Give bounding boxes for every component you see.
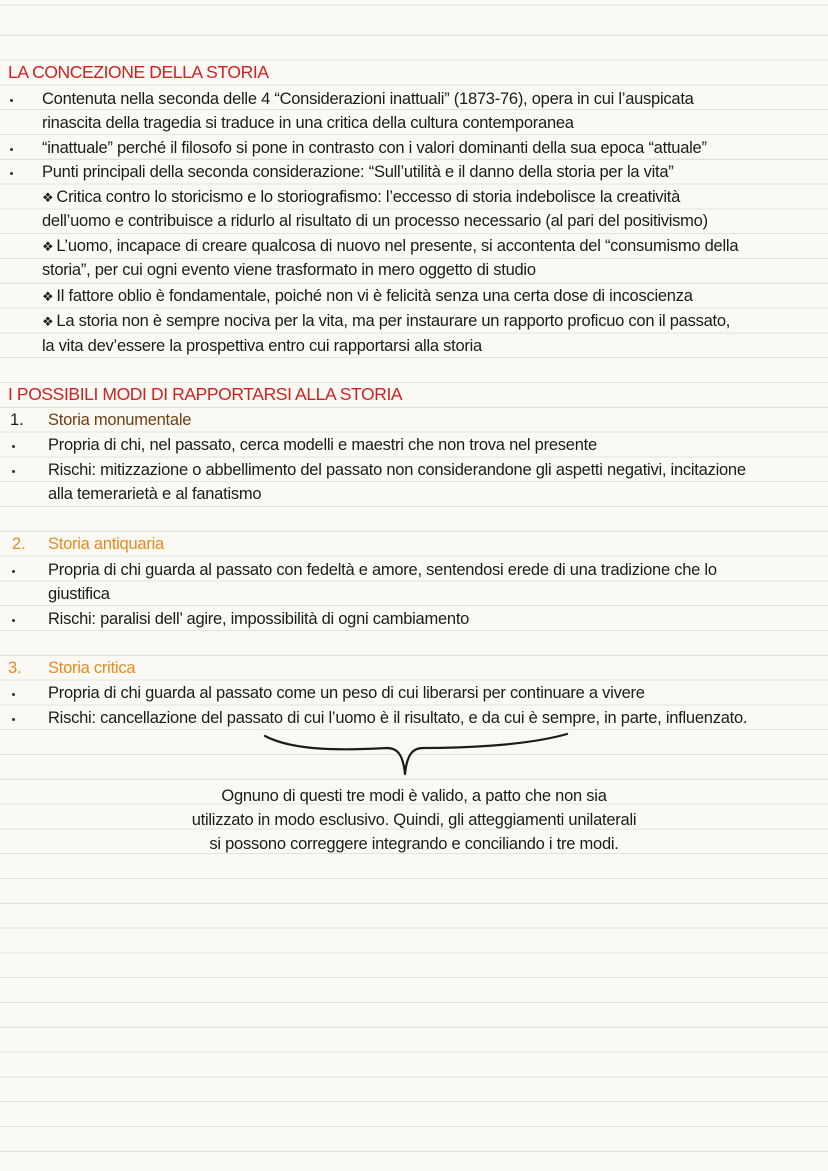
- item-title-monumentale: Storia monumentale: [48, 411, 192, 429]
- text-line: dell’uomo e contribuisce a ridurlo al risultato di un processo necessario (al pari del positivismo): [42, 212, 708, 230]
- bullet-marker: [12, 619, 15, 622]
- text-line: Punti principali della seconda considerazione: “Sull’utilità e il danno della storia per la vita”: [42, 163, 674, 181]
- text-line: Rischi: mitizzazione o abbellimento del passato non considerandone gli aspetti negativi, incitazione: [48, 461, 746, 479]
- bullet-marker: [12, 570, 15, 573]
- conclusion-line: utilizzato in modo esclusivo. Quindi, gli atteggiamenti unilaterali: [191, 811, 637, 829]
- text-line: alla temerarietà e al fanatismo: [48, 485, 262, 503]
- conclusion-line: si possono correggere integrando e conciliando i tre modi.: [209, 835, 619, 853]
- item-number: 3.: [8, 659, 22, 677]
- diamond-list-item: ❖ Critica contro lo storicismo e lo storiografismo: l’eccesso di storia indebolisce la creatività: [42, 188, 681, 206]
- item-title-critica: Storia critica: [48, 659, 136, 677]
- text-line: giustifica: [48, 585, 110, 603]
- bullet-marker: [12, 470, 15, 473]
- bullet-marker: [12, 693, 15, 696]
- text-line: Contenuta nella seconda delle 4 “Considerazioni inattuali” (1873-76), opera in cui l’auspicata: [42, 90, 694, 108]
- bullet-marker: [10, 172, 13, 175]
- section-title-modi: I POSSIBILI MODI DI RAPPORTARSI ALLA STORIA: [8, 384, 403, 404]
- section-title-concezione: LA CONCEZIONE DELLA STORIA: [8, 62, 269, 82]
- item-title-antiquaria: Storia antiquaria: [48, 535, 164, 553]
- bullet-marker: [12, 718, 15, 721]
- item-number: 2.: [12, 535, 26, 553]
- bullet-marker: [10, 148, 13, 151]
- text-line: Rischi: paralisi dell’ agire, impossibilità di ogni cambiamento: [48, 610, 470, 628]
- text-line: rinascita della tragedia si traduce in una critica della cultura contemporanea: [42, 114, 574, 132]
- text-line: storia”, per cui ogni evento viene trasformato in mero oggetto di studio: [42, 261, 536, 279]
- conclusion-line: Ognuno di questi tre modi è valido, a patto che non sia: [221, 787, 607, 805]
- diamond-list-item: ❖ Il fattore oblio è fondamentale, poiché non vi è felicità senza una certa dose di incoscienza: [42, 287, 693, 305]
- diamond-list-item: ❖ La storia non è sempre nociva per la vita, ma per instaurare un rapporto proficuo con il passato,: [42, 312, 731, 330]
- curly-brace-icon: [255, 726, 575, 780]
- bullet-marker: [10, 99, 13, 102]
- diamond-bullet-icon: ❖: [42, 314, 54, 329]
- diamond-list-item: ❖ L’uomo, incapace di creare qualcosa di nuovo nel presente, si accontenta del “consumismo della: [42, 237, 739, 255]
- text-line: Propria di chi guarda al passato con fedeltà e amore, sentendosi erede di una tradizione che lo: [48, 561, 717, 579]
- text-line: “inattuale” perché il filosofo si pone in contrasto con i valori dominanti della sua epoca “attuale”: [42, 139, 707, 157]
- diamond-bullet-icon: ❖: [42, 289, 54, 304]
- text-line: Propria di chi, nel passato, cerca modelli e maestri che non trova nel presente: [48, 436, 597, 454]
- diamond-bullet-icon: ❖: [42, 239, 54, 254]
- bullet-marker: [12, 445, 15, 448]
- text-line: Propria di chi guarda al passato come un peso di cui liberarsi per continuare a vivere: [48, 684, 645, 702]
- diamond-bullet-icon: ❖: [42, 190, 54, 205]
- item-number: 1.: [10, 411, 24, 429]
- text-line: Rischi: cancellazione del passato di cui l’uomo è il risultato, e da cui è sempre, in parte, influenzato.: [48, 709, 748, 727]
- text-line: la vita dev’essere la prospettiva entro cui rapportarsi alla storia: [42, 337, 482, 355]
